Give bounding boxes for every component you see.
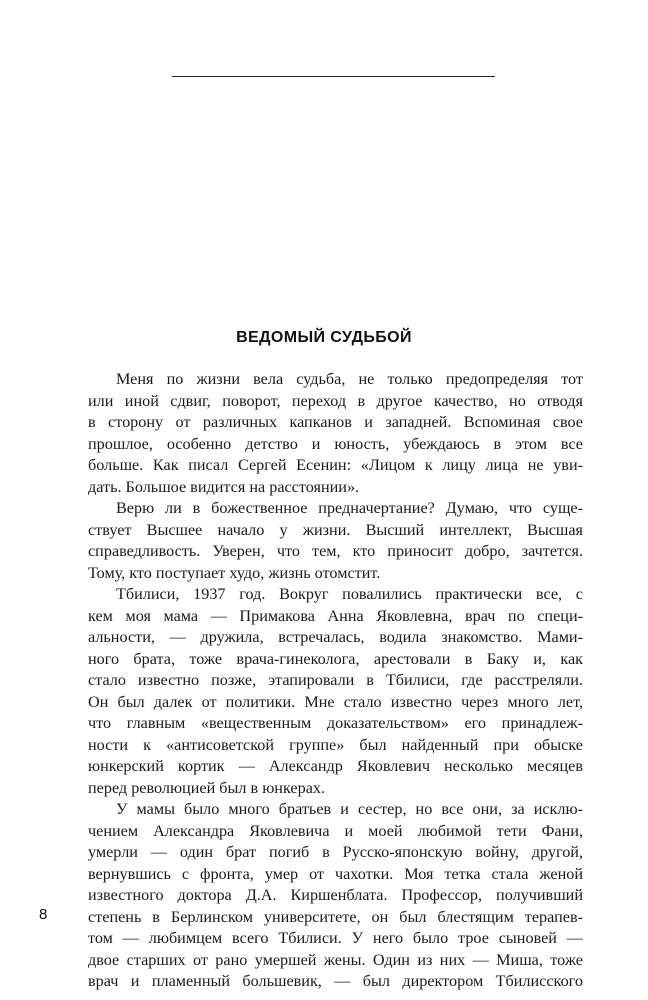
text-line: двое старших от рано умершей жены. Один из них — Миша, тоже xyxy=(88,950,583,969)
text-line: вернувшись с фронта, умер от чахотки. Моя тетка стала женой xyxy=(88,864,583,883)
paragraph xyxy=(88,799,583,993)
text-line: Тбилиси, 1937 год. Вокруг повалились практически все, с xyxy=(116,585,583,603)
text-line: альности, — дружила, встречалась, водила знакомство. Мами- xyxy=(88,628,583,646)
text-line: стало известно позже, этапировали в Тбилиси, где расстреляли. xyxy=(88,671,583,689)
chapter-title: ВЕДОМЫЙ СУДЬБОЙ xyxy=(236,329,412,346)
text-line: Меня по жизни вела судьба, не только предопределяя тот xyxy=(116,370,583,388)
text-line: дать. Большое видится на расстоянии». xyxy=(88,477,360,496)
page-number: 8 xyxy=(39,906,48,923)
text-line: прошлое, особенно детство и юность, убеждаюсь в этом все xyxy=(88,434,583,453)
text-line: ствует Высшее начало у жизни. Высший интеллект, Высшая xyxy=(88,520,583,539)
text-line: ного брата, тоже врача-гинеколога, арестовали в Баку и, как xyxy=(88,649,583,668)
text-line: У мамы было много братьев и сестер, но все они, за исклю- xyxy=(116,800,583,818)
text-line: в сторону от различных капканов и западней. Вспоминая свое xyxy=(88,413,583,431)
text-line: Он был далек от политики. Мне стало известно через много лет, xyxy=(88,692,583,711)
text-line: ности к «антисоветской группе» был найденный при обыске xyxy=(88,735,583,754)
text-line: справедливость. Уверен, что тем, кто приносит добро, зачтется. xyxy=(88,542,583,560)
text-line: что главным «вещественным доказательством» его принадлеж- xyxy=(88,714,583,732)
text-line: перед революцией был в юнкерах. xyxy=(88,778,326,797)
text-line: степень в Берлинском университете, он был блестящим терапев- xyxy=(88,907,583,926)
text-line: умерли — один брат погиб в Русско-японскую войну, другой, xyxy=(88,843,583,861)
paragraph xyxy=(88,369,583,498)
text-line: известного доктора Д.А. Киршенблата. Профессор, получивший xyxy=(88,886,583,904)
text-line: больше. Как писал Сергей Есенин: «Лицом к лицу лица не уви- xyxy=(88,456,583,474)
text-line: или иной сдвиг, поворот, переход в другое качество, но отводя xyxy=(88,391,583,410)
text-line: Тому, кто поступает худо, жизнь отомстит. xyxy=(88,563,381,582)
text-line: том — любимцем всего Тбилиси. У него было трое сыновей — xyxy=(88,929,583,947)
text-line: Верю ли в божественное предначертание? Думаю, что суще- xyxy=(116,499,583,517)
text-line: чением Александра Яковлевича и моей любимой тети Фани, xyxy=(88,821,583,840)
paragraph xyxy=(88,584,583,799)
text-line: кем моя мама — Примакова Анна Яковлевна, врач по специ- xyxy=(88,606,583,625)
text-line: врач и пламенный большевик, — был директором Тбилисского xyxy=(88,972,583,990)
body-text xyxy=(88,369,583,993)
header-rule xyxy=(172,76,495,77)
text-line: юнкерский кортик — Александр Яковлевич несколько месяцев xyxy=(88,757,583,775)
paragraph xyxy=(88,498,583,584)
